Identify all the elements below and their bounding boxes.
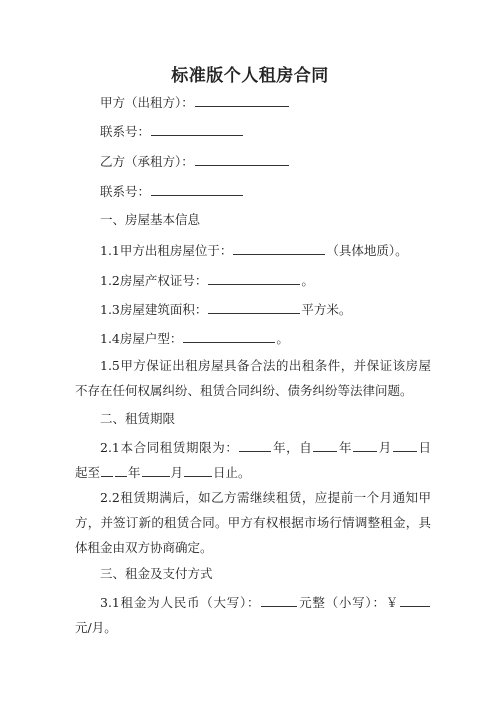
contact-b-label: 联系号： [100,184,151,199]
party-a-label: 甲方（出租方）： [100,95,194,110]
item2-1-d: 月 [378,440,392,455]
term-years-blank[interactable] [239,438,271,452]
area-blank[interactable] [208,300,300,314]
section1-item1 [100,241,408,260]
start-month-blank[interactable] [353,438,377,452]
end-year-blank-b[interactable] [115,463,127,477]
party-a-blank[interactable] [195,93,289,107]
section2-heading: 二、租赁期限 [100,411,176,426]
section1-heading: 一、房屋基本信息 [100,212,201,227]
item1-3-prefix: 1.3房屋建筑面积： [100,302,208,317]
address-blank[interactable] [233,241,325,255]
contact-b-line [100,182,244,201]
item1-2-suffix: 。 [301,273,314,288]
section1-item4 [100,329,289,348]
item1-4-prefix: 1.4房屋户型： [100,331,183,346]
certificate-blank[interactable] [208,271,300,285]
contact-a-label: 联系号： [100,124,151,139]
end-day-blank[interactable] [184,463,212,477]
item2-1-f: 年 [128,465,141,480]
item2-1-b: 年，自 [272,440,313,455]
item3-1-d: 。 [104,620,117,635]
end-year-blank-a[interactable] [101,463,113,477]
party-b-label: 乙方（承租方）： [100,154,194,169]
item2-1-c: 年 [338,440,353,455]
contact-b-blank[interactable] [151,182,243,196]
section2-item1 [75,435,431,485]
item1-1-prefix: 1.1甲方出租房屋位于： [100,243,233,258]
contract-title: 标准版个人租房合同 [171,66,329,86]
section1-item3 [100,300,351,319]
item1-4-suffix: 。 [276,331,289,346]
item2-1-e: 日起至 [75,440,431,480]
item1-1-suffix: （具体地质）。 [326,243,408,258]
start-day-blank[interactable] [393,438,417,452]
item3-1-c: 元/月 [75,620,105,635]
item3-1-b: 元整（小写）：￥ [298,595,399,610]
start-year-blank[interactable] [313,438,337,452]
item3-1-a: 3.1租金为人民币（大写）： [100,595,261,610]
rent-amount-blank[interactable] [400,593,430,607]
item1-3-suffix: 平方米。 [301,302,352,317]
section1-item5: 1.5甲方保证出租房屋具备合法的出租条件，并保证该房屋不存在任何权属纠纷、租赁合同纠纷、债务纠纷等法律问题。 [75,358,431,398]
contact-a-blank[interactable] [151,122,243,136]
section3-heading: 三、租金及支付方式 [100,566,213,581]
item2-1-g: 月 [170,465,184,480]
item2-1-a: 2.1本合同租赁期限为： [100,440,239,455]
item2-1-h: 日止。 [213,465,251,480]
end-month-blank[interactable] [142,463,170,477]
item1-2-prefix: 1.2房屋产权证号： [100,273,208,288]
layout-blank[interactable] [183,329,275,343]
rent-uppercase-blank[interactable] [261,593,297,607]
section1-item2 [100,271,314,290]
party-b-blank[interactable] [195,152,289,166]
party-b-line [100,152,290,171]
contact-a-line [100,122,244,141]
party-a-line [100,93,290,112]
section2-item2: 2.2租赁期满后，如乙方需继续租赁，应提前一个月通知甲方，并签订新的租赁合同。甲方有权根据市场行情调整租金，具体租金由双方协商确定。 [75,490,431,555]
section3-item1 [75,590,431,640]
